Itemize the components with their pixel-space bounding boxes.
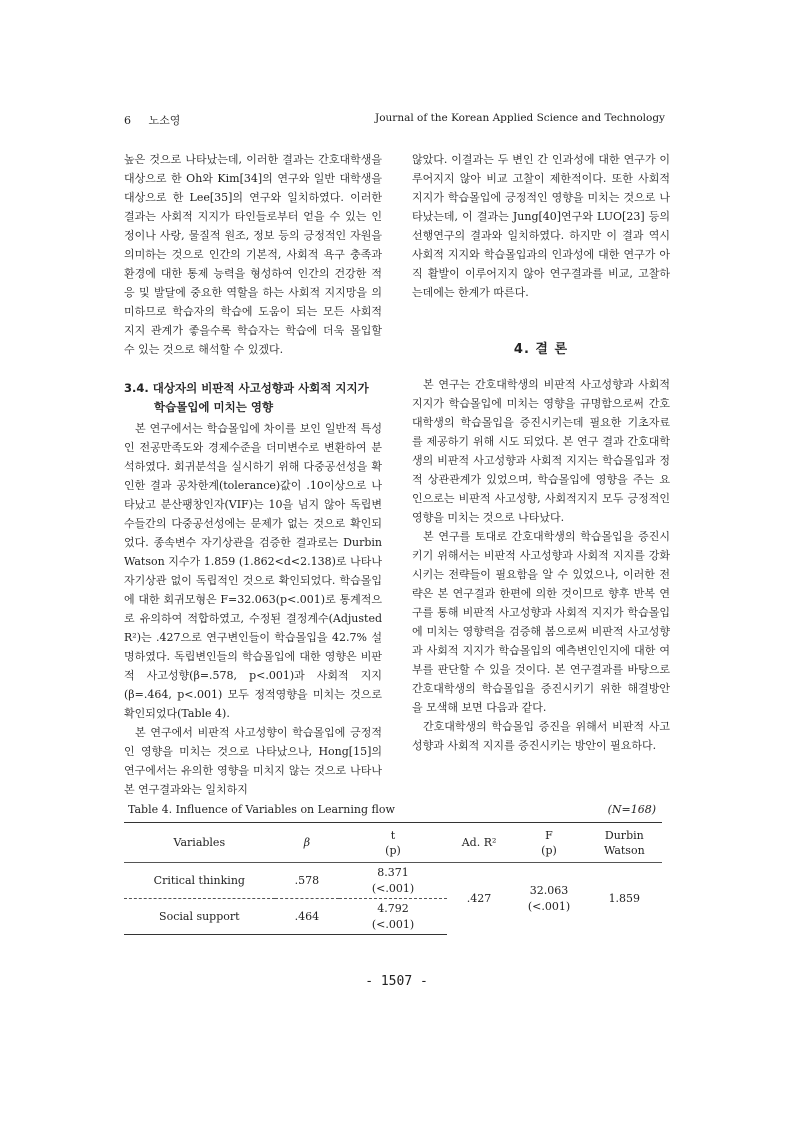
section-title-line1: 대상자의 비판적 사고성향과 사회적 지지가 bbox=[152, 381, 369, 395]
header-f: F (p) bbox=[511, 823, 586, 863]
body-paragraph: 본 연구를 토대로 간호대학생의 학습몰입을 증진시키기 위해서는 비판적 사고성향과 사회적 지지를 강화시키는 전략들이 필요함을 알 수 있었으나, 이러한 전략은 본 연구결과 한편에 의한 것이므로 향후 반복 연구를 통해 비판적 사고성향과 사회적 지지가 학습몰입에 미치는 영향력을 검증해 봄으로써 비판적 사고성향과 사회적 지지가 학습몰입의 예측변인인지에 대한 여부를 판단할 수 있을 것이다. 본 연구결과를 바탕으로 간호대학생의 학습몰입을 증진시키기 위한 해결방안을 모색해 보면 다음과 같다. bbox=[412, 530, 670, 714]
section-heading bbox=[124, 379, 382, 417]
section-number: 3.4. bbox=[124, 381, 149, 395]
body-paragraph: 본 연구에서 비판적 사고성향이 학습몰입에 긍정적인 영향을 미치는 것으로 나타났으나, Hong[15]의 연구에서는 유의한 영향을 미치지 않는 것으로 나타나 본 연구결과와는 일치하지 bbox=[124, 726, 382, 796]
body-paragraph: 높은 것으로 나타났는데, 이러한 결과는 간호대학생을 대상으로 한 Oh와 Kim[34]의 연구와 일반 대학생을 대상으로 한 Lee[35]의 연구와 일치하였다. 이러한 결과는 사회적 지지가 타인들로부터 얻을 수 있는 인정이나 사랑, 물질적 원조, 정보 등의 긍정적인 자원을 의미하는 것으로 인간의 기본적, 사회적 욕구 충족과 환경에 대한 통제 능력을 형성하여 인간의 건강한 적응 및 발달에 중요한 역할을 하는 사회적 지지망을 의미하므로 학습자의 학습에 도움이 되는 모든 사회적 지지 관계가 좋을수록 학습자는 학습에 더욱 몰입할 수 있는 것으로 해석할 수 있겠다. bbox=[124, 153, 382, 356]
row-t: 4.792 (<.001) bbox=[339, 899, 447, 935]
running-header-left bbox=[124, 112, 194, 128]
header-beta: β bbox=[275, 823, 340, 863]
table-row bbox=[124, 863, 662, 899]
durbin-watson-value: 1.859 bbox=[608, 892, 641, 906]
journal-title: Journal of the Korean Applied Science and Technology bbox=[375, 112, 665, 124]
header-t: t (p) bbox=[339, 823, 447, 863]
header-variables: Variables bbox=[124, 823, 275, 863]
body-paragraph: 본 연구에서는 학습몰입에 차이를 보인 일반적 특성인 전공만족도와 경제수준을 더미변수로 변환하여 분석하였다. 회귀분석을 실시하기 위해 다중공선성을 확인한 결과 공차한계(tolerance)값이 .10이상으로 나타났고 분산팽창인자(VIF)는 10을 넘지 않아 독립변수들간의 다중공선성에는 문제가 없는 것으로 확인되었다. 종속변수 자기상관을 검증한 결과로는 Durbin Watson 지수가 1.859 (1.862<d<2.138)로 나타나 자기상관 없이 독립적인 것으로 확인되었다. 학습몰입에 대한 회귀모형은 F=32.063(p<.001)로 통계적으로 유의하여 적합하였고, 수정된 결정계수(Adjusted R²)는 .427으로 연구변인들이 학습몰입을 42.7% 설명하였다. 독립변인들의 학습몰입에 대한 영향은 비판적 사고성향(β=.578, p<.001)과 사회적 지지(β=.464, p<.001) 모두 정적영향을 미치는 것으로 확인되었다(Table 4). bbox=[124, 422, 382, 720]
header-adjusted-r2: Ad. R² bbox=[447, 823, 512, 863]
body-paragraph: 본 연구는 간호대학생의 비판적 사고성향과 사회적 지지가 학습몰입에 미치는 영향을 규명함으로써 간호대학생의 학습몰입을 증진시키는데 필요한 기초자료를 제공하기 위해 시도 되었다. 본 연구 결과 간호대학생의 비판적 사고성향과 사회적 지지는 학습몰입과 정적 상관관계가 있었으며, 학습몰입에 영향을 주는 요인으로는 비판적 사고성향, 사회적지지 모두 긍정적인 영향을 미치는 것으로 나타났다. bbox=[412, 378, 670, 524]
regression-table bbox=[124, 822, 662, 935]
header-durbin-watson: Durbin Watson bbox=[587, 823, 662, 863]
row-variable: Social support bbox=[124, 899, 275, 935]
f-value: 32.063 (<.001) bbox=[527, 883, 571, 913]
table-title: Table 4. Influence of Variables on Learning flow bbox=[128, 803, 395, 816]
sample-size: (N=168) bbox=[607, 803, 656, 816]
adjusted-r2-value: .427 bbox=[466, 892, 492, 906]
section-title-line2: 학습몰입에 미치는 영향 bbox=[154, 400, 274, 414]
table-header-row bbox=[124, 823, 662, 863]
row-variable: Critical thinking bbox=[124, 863, 275, 899]
page-number: 6 bbox=[124, 114, 131, 127]
right-column bbox=[412, 150, 670, 755]
author-name: 노소영 bbox=[148, 114, 181, 127]
page-footer: - 1507 - bbox=[365, 974, 428, 989]
table-caption bbox=[128, 803, 656, 816]
row-beta: .464 bbox=[275, 899, 340, 935]
row-beta: .578 bbox=[275, 863, 340, 899]
body-paragraph: 않았다. 이결과는 두 변인 간 인과성에 대한 연구가 이루어지지 않아 비교 고찰이 제한적이다. 또한 사회적 지지가 학습몰입에 긍정적인 영향을 미치는 것으로 나타났는데, 이 결과는 Jung[40]연구와 LUO[23] 등의 선행연구의 결과와 일치하였다. 하지만 이 결과 역시 사회적 지지와 학습몰입과의 인과성에 대한 연구가 아직 활발이 이루어지지 않아 연구결과를 비교, 고찰하는데에는 한계가 따른다. bbox=[412, 153, 670, 299]
row-t: 8.371 (<.001) bbox=[339, 863, 447, 899]
conclusion-heading: 4. 결 론 bbox=[513, 342, 569, 357]
body-paragraph: 간호대학생의 학습몰입 증진을 위해서 비판적 사고성향과 사회적 지지를 증진시키는 방안이 필요하다. bbox=[412, 720, 670, 752]
left-column bbox=[124, 150, 382, 799]
